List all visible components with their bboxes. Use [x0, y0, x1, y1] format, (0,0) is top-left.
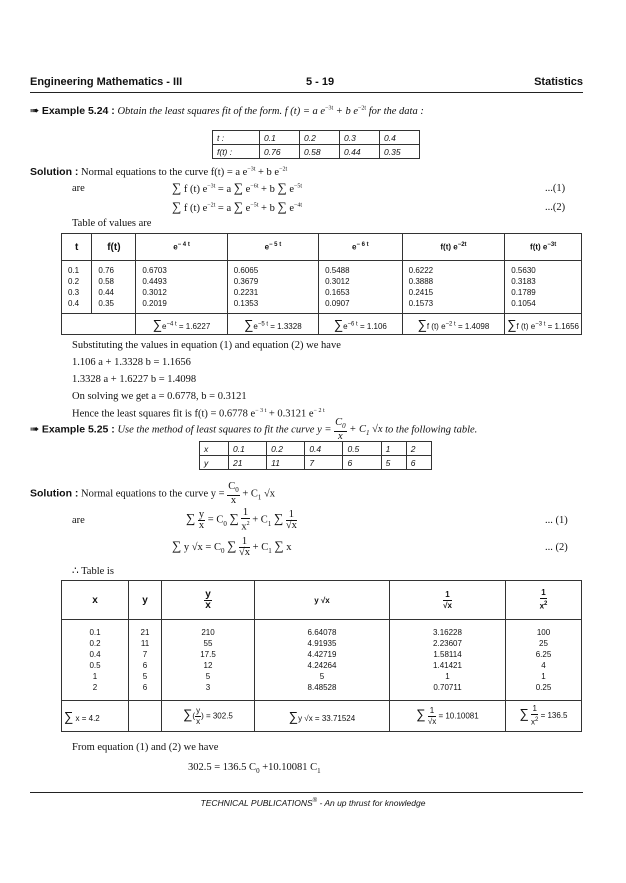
- table-row: 0.1 0.2 0.4 0.5 1 2 21 11 7 6 5 6 210 55 17.5 12 5 3 6.64078 4.91935 4.42719 4.24264 5 8.48528 3.16228 2.23607 1.58114 1.41421 1 0.70711 100 25 6.25 4 1 0.25: [62, 620, 582, 701]
- page-header: [30, 76, 583, 92]
- are-label: are: [72, 515, 85, 526]
- least-squares-fit: Hence the least squares fit is f(t) = 0.6778 $e^{- 3 t} + 0.3121$ $e^{- 2 t}$: [72, 408, 325, 420]
- substitution-text: Substituting the values in equation (1) and equation (2) we have: [72, 340, 341, 351]
- table-row: f(t) : 0.76 0.58 0.44 0.35: [213, 145, 420, 159]
- are-label: are: [72, 183, 85, 194]
- table-row: t f(t) $e^{- 4 t}$ $e^{- 5 t}$ $e^{- 6 t}$ f(t) $e^{-2t}$ f(t) $e^{-3t}$: [62, 234, 582, 261]
- example-5-25-data-table: [199, 441, 432, 470]
- linear-equation-2: 1.3328 a + 1.6227 b = 1.4098: [72, 374, 197, 385]
- solution-values: On solving we get a = 0.6778, b = 0.3121: [72, 391, 247, 402]
- book-title: Engineering Mathematics - III: [30, 76, 183, 88]
- table-label: Table of values are: [72, 218, 152, 229]
- example-5-24-values-table: [61, 233, 582, 335]
- from-equations-text: From equation (1) and (2) we have: [72, 742, 219, 753]
- arrow-icon: ➠: [30, 422, 40, 436]
- header-rule: [30, 92, 583, 93]
- table-row: t : 0.1 0.2 0.3 0.4: [213, 131, 420, 145]
- normal-equation-1: ∑ f (t) $e^{-3t} = a$ ∑ $e^{-6t} + b$ ∑ $e^{-5t}$: [172, 180, 303, 195]
- arrow-icon: ➠: [30, 104, 40, 117]
- example-5-25-statement: ➠ Example 5.25 : Use the method of least squares to fit the curve y = $\frac{C_0}{x}$ + $C_1$ √x to the following table.: [30, 417, 478, 443]
- equation-tag: ...(1): [545, 183, 566, 194]
- example-5-24-statement: ➠ Example 5.24 : Obtain the least squares fit of the form. f (t) = a $e^{-3t} + b$ $e^{-2t}$ for the data :: [30, 104, 424, 117]
- page-number: 5 - 19: [306, 76, 335, 88]
- example-5-25-values-table: [61, 580, 582, 732]
- equation-tag: ... (1): [545, 515, 568, 526]
- normal-equation-2: ∑ f (t) $e^{-2t} = a$ ∑ $e^{-5t} + b$ ∑ $e^{-4t}$: [172, 199, 303, 214]
- table-row: $\sum e^{-4 t} = 1.6227$ $\sum e^{-5 t} = 1.3328$ $\sum e^{-6 t} = 1.106$ ∑f (t) $e^{-2 t} = 1.4098$ ∑f (t) $e^{-3 t} = 1.1656$: [62, 314, 582, 335]
- example-5-24-data-table: [212, 130, 420, 159]
- table-row: x y $\frac{y}{x}$ y √x $\frac{1}{√x}$ $\frac{1}{x^2}$: [62, 581, 582, 620]
- table-row: ∑ x = 4.2 ∑( $\frac{y}{x}$ ) = 302.5 ∑y √x = 33.71524 ∑ $\frac{1}{√x}$ = 10.10081 ∑ $\frac{1}{x^2}$ = 136.5: [62, 701, 582, 732]
- solution-5-25-intro: Solution : Normal equations to the curve y = $\frac{C_0}{x}$ + $C_1$ √x: [30, 481, 276, 507]
- solution-5-24-intro: Solution : Normal equations to the curve f(t) = a $e^{-3t} + b$ $e^{-2t}$: [30, 166, 288, 178]
- table-row: 0.1 0.2 0.3 0.4 0.76 0.58 0.44 0.35 0.6703 0.4493 0.3012 0.2019 0.6065 0.3679 0.2231 0.1353 0.5488 0.3012 0.1653 0.0907 0.6222 0.3888 0.2415 0.1573 0.5630 0.3183 0.1789 0.1054: [62, 261, 582, 314]
- page-footer: TECHNICAL PUBLICATIONS® - An up thrust for knowledge: [200, 798, 426, 808]
- chapter-title: Statistics: [534, 76, 583, 88]
- linear-equation-1: 1.106 a + 1.3328 b = 1.1656: [72, 357, 191, 368]
- table-row: y 21 11 7 6 5 6: [200, 456, 432, 470]
- normal-equation-1: ∑ $\frac{y}{x}$ = $C_0$ ∑ $\frac{1}{x^2}$ + $C_1$ ∑ $\frac{1}{√x}$: [186, 507, 297, 533]
- final-equation: 302.5 = 136.5 $C_0 +10.10081$ $C_1$: [188, 762, 321, 776]
- equation-tag: ... (2): [545, 542, 568, 553]
- table-row: x 0.1 0.2 0.4 0.5 1 2: [200, 442, 432, 456]
- equation-tag: ...(2): [545, 202, 566, 213]
- footer-rule: [30, 792, 583, 793]
- table-label: ∴ Table is: [72, 566, 114, 577]
- normal-equation-2: ∑ y $√x = C_0$ ∑ $\frac{1}{√x}$ + $C_1$ ∑ x: [172, 536, 292, 558]
